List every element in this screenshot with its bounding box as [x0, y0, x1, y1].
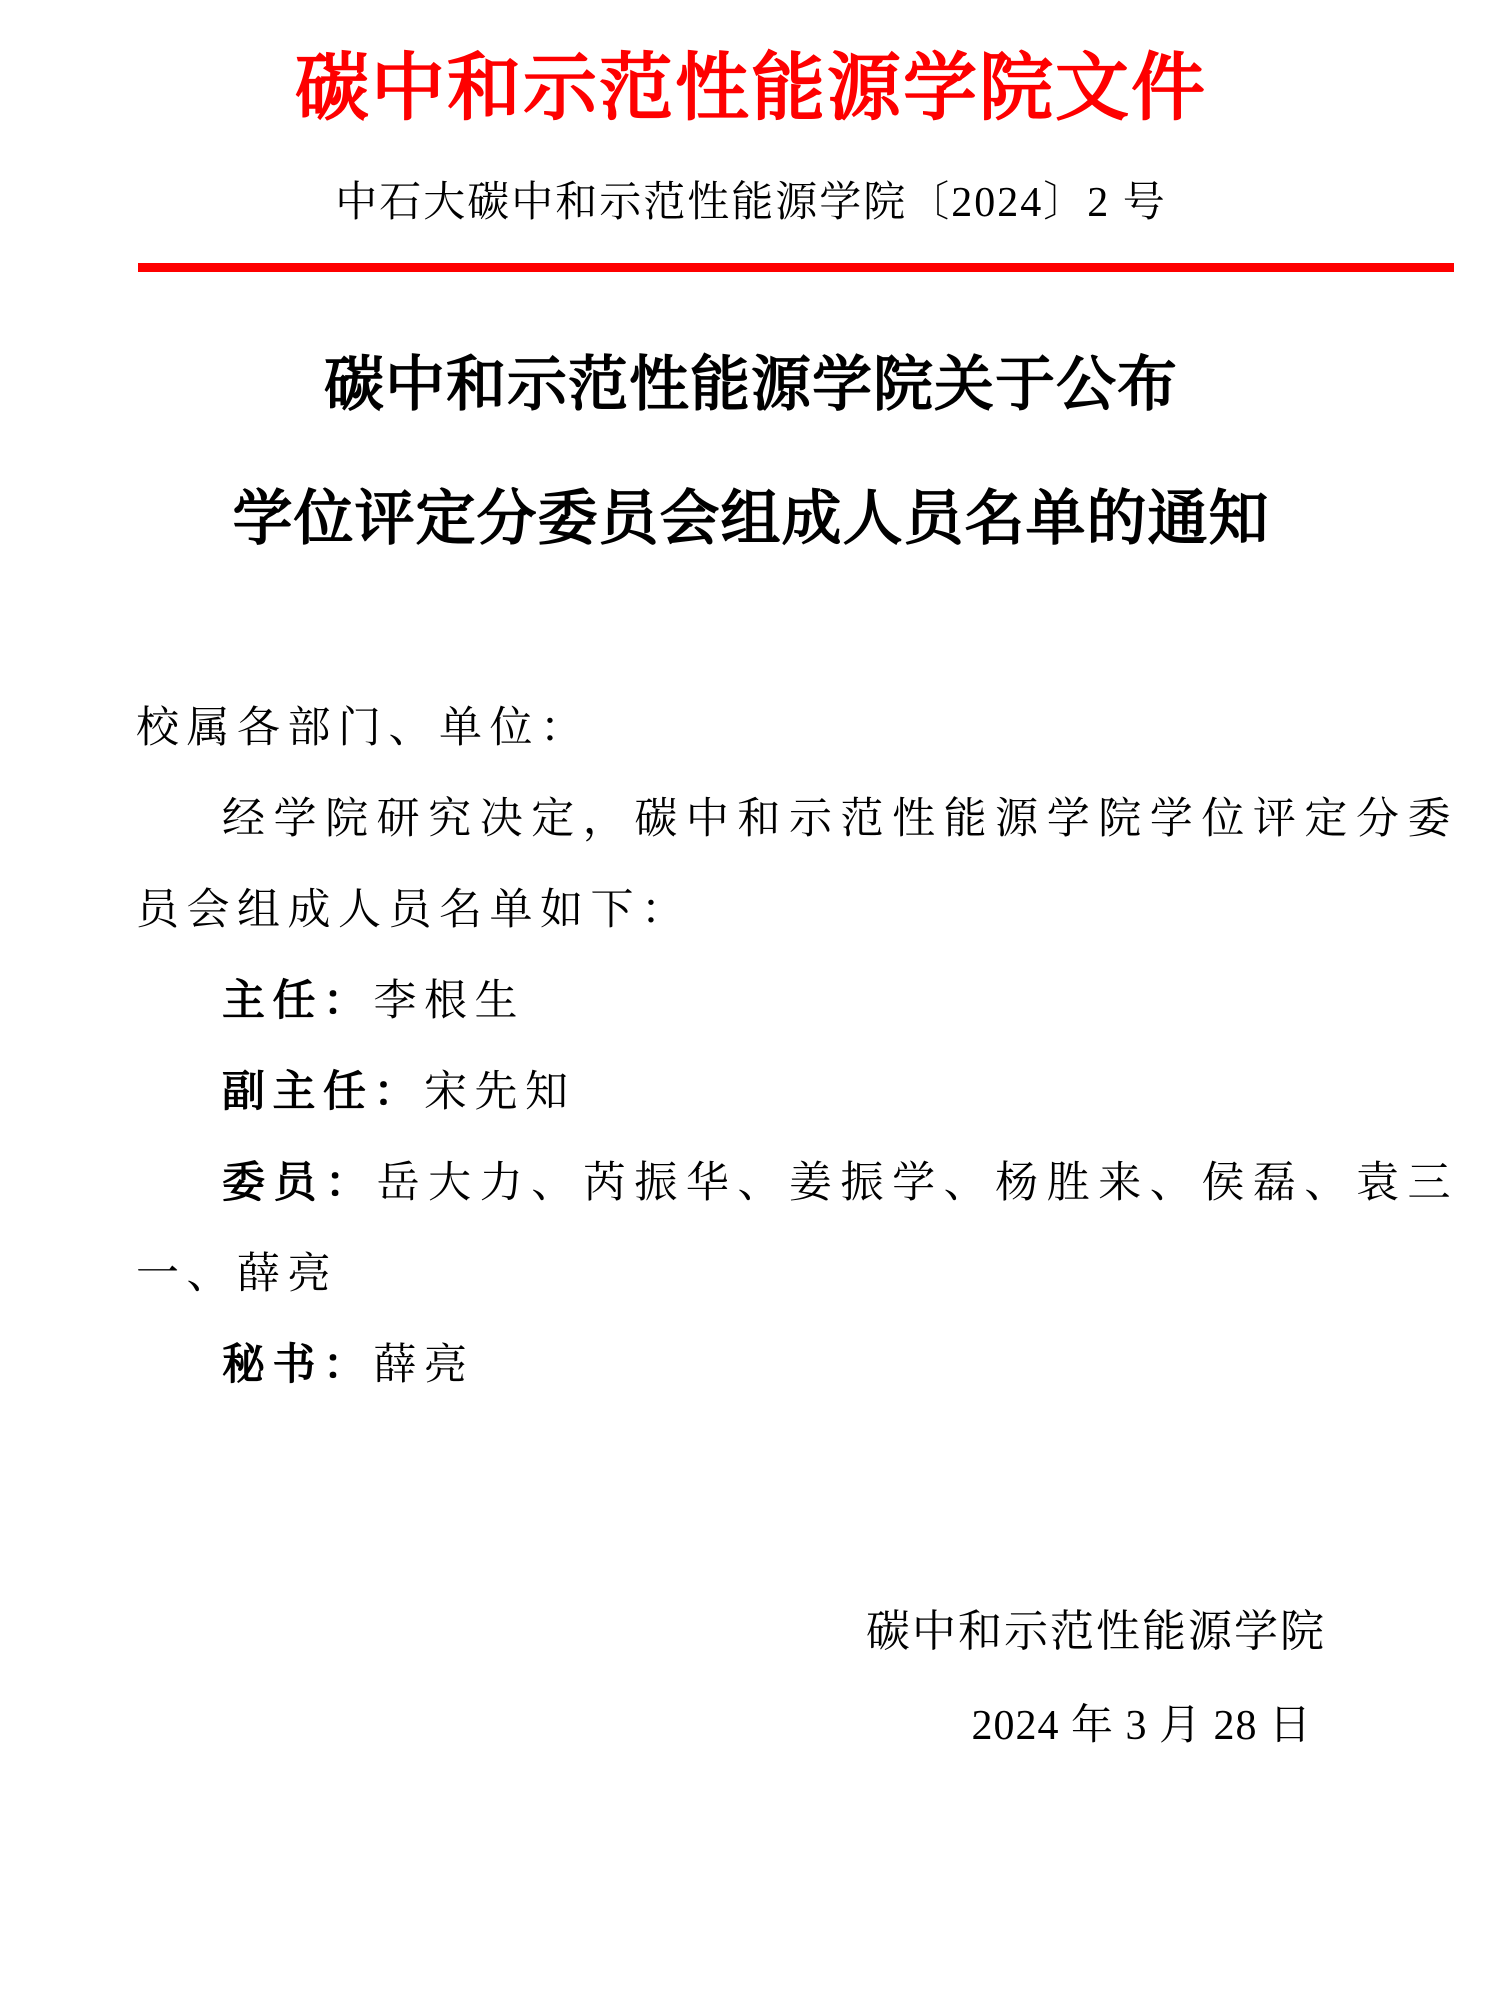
role-label-director: 主任：	[222, 977, 374, 1025]
role-row-deputy-director	[136, 1047, 1458, 1138]
role-names-members: 岳大力、芮振华、姜振学、杨胜来、侯磊、袁三一、薛亮	[136, 1160, 1459, 1298]
intro-paragraph: 经学院研究决定，碳中和示范性能源学院学位评定分委员会组成人员名单如下：	[136, 796, 1458, 934]
role-row-secretary	[136, 1320, 1458, 1411]
notice-title-line2: 学位评定分委员会组成人员名单的通知	[232, 486, 1270, 552]
masthead-title: 碳中和示范性能源学院文件	[295, 46, 1207, 129]
red-divider-line	[138, 263, 1454, 272]
role-label-deputy-director: 副主任：	[222, 1068, 424, 1116]
issue-date: 2024 年 3 月 28 日	[971, 1703, 1312, 1749]
doc-number: 中石大碳中和示范性能源学院〔2024〕2 号	[335, 180, 1167, 226]
role-label-members: 委员：	[222, 1159, 377, 1207]
notice-title	[0, 318, 1502, 586]
issuer-signature: 碳中和示范性能源学院	[866, 1607, 1326, 1656]
role-names-secretary: 薛亮	[373, 1342, 475, 1389]
role-names-director: 李根生	[373, 978, 525, 1025]
salutation: 校属各部门、单位：	[136, 705, 591, 752]
notice-title-line1: 碳中和示范性能源学院关于公布	[324, 352, 1178, 418]
body-text	[136, 683, 1458, 1411]
role-row-members	[136, 1138, 1458, 1320]
role-label-secretary: 秘书：	[222, 1341, 374, 1389]
role-row-director	[136, 956, 1458, 1047]
role-names-deputy-director: 宋先知	[424, 1069, 576, 1116]
